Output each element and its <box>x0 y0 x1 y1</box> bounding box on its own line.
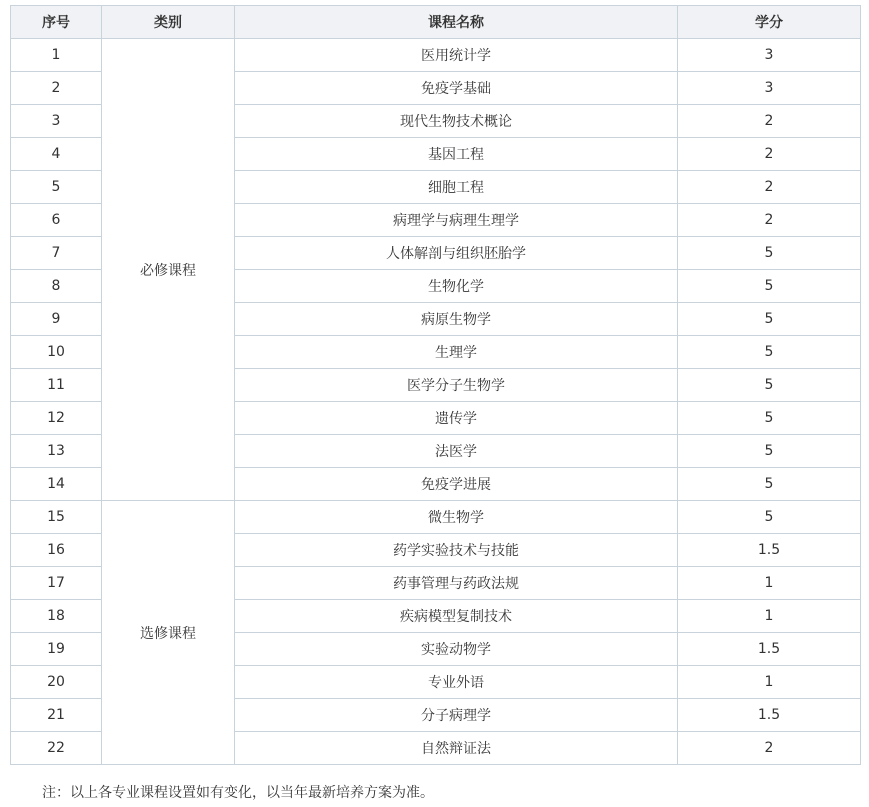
cell-credit: 2 <box>678 204 861 237</box>
cell-category: 选修课程 <box>102 501 235 765</box>
cell-credit: 1 <box>678 600 861 633</box>
cell-credit: 1.5 <box>678 699 861 732</box>
cell-credit: 1 <box>678 666 861 699</box>
cell-no: 9 <box>11 303 102 336</box>
cell-no: 6 <box>11 204 102 237</box>
cell-no: 3 <box>11 105 102 138</box>
cell-course-name: 专业外语 <box>235 666 678 699</box>
footnote: 注：以上各专业课程设置如有变化，以当年最新培养方案为准。 <box>42 785 434 801</box>
cell-course-name: 免疫学进展 <box>235 468 678 501</box>
cell-no: 21 <box>11 699 102 732</box>
cell-course-name: 现代生物技术概论 <box>235 105 678 138</box>
cell-course-name: 分子病理学 <box>235 699 678 732</box>
cell-credit: 5 <box>678 336 861 369</box>
table-row <box>11 39 861 72</box>
cell-course-name: 病理学与病理生理学 <box>235 204 678 237</box>
cell-credit: 2 <box>678 105 861 138</box>
cell-course-name: 生理学 <box>235 336 678 369</box>
cell-credit: 1.5 <box>678 633 861 666</box>
cell-no: 15 <box>11 501 102 534</box>
cell-credit: 5 <box>678 468 861 501</box>
cell-no: 11 <box>11 369 102 402</box>
cell-credit: 2 <box>678 138 861 171</box>
table-body <box>11 39 861 765</box>
cell-credit: 3 <box>678 72 861 105</box>
cell-no: 7 <box>11 237 102 270</box>
cell-course-name: 医学分子生物学 <box>235 369 678 402</box>
header-credit: 学分 <box>678 6 861 39</box>
cell-credit: 1 <box>678 567 861 600</box>
header-no: 序号 <box>11 6 102 39</box>
cell-no: 16 <box>11 534 102 567</box>
cell-credit: 5 <box>678 270 861 303</box>
cell-credit: 2 <box>678 732 861 765</box>
cell-category: 必修课程 <box>102 39 235 501</box>
cell-no: 17 <box>11 567 102 600</box>
cell-course-name: 疾病模型复制技术 <box>235 600 678 633</box>
table-row <box>11 501 861 534</box>
cell-no: 5 <box>11 171 102 204</box>
cell-no: 18 <box>11 600 102 633</box>
cell-course-name: 遗传学 <box>235 402 678 435</box>
cell-credit: 5 <box>678 501 861 534</box>
cell-course-name: 免疫学基础 <box>235 72 678 105</box>
cell-course-name: 医用统计学 <box>235 39 678 72</box>
cell-no: 1 <box>11 39 102 72</box>
cell-course-name: 基因工程 <box>235 138 678 171</box>
cell-credit: 3 <box>678 39 861 72</box>
header-course-name: 课程名称 <box>235 6 678 39</box>
cell-course-name: 病原生物学 <box>235 303 678 336</box>
cell-credit: 2 <box>678 171 861 204</box>
cell-course-name: 微生物学 <box>235 501 678 534</box>
cell-credit: 5 <box>678 237 861 270</box>
cell-course-name: 实验动物学 <box>235 633 678 666</box>
cell-course-name: 法医学 <box>235 435 678 468</box>
cell-no: 10 <box>11 336 102 369</box>
cell-no: 13 <box>11 435 102 468</box>
cell-no: 12 <box>11 402 102 435</box>
cell-course-name: 细胞工程 <box>235 171 678 204</box>
cell-no: 22 <box>11 732 102 765</box>
cell-no: 19 <box>11 633 102 666</box>
cell-credit: 5 <box>678 402 861 435</box>
cell-no: 2 <box>11 72 102 105</box>
cell-credit: 5 <box>678 303 861 336</box>
cell-credit: 1.5 <box>678 534 861 567</box>
table-header-row <box>11 6 861 39</box>
course-table <box>10 5 861 765</box>
cell-no: 20 <box>11 666 102 699</box>
cell-course-name: 药学实验技术与技能 <box>235 534 678 567</box>
cell-no: 8 <box>11 270 102 303</box>
header-category: 类别 <box>102 6 235 39</box>
cell-no: 14 <box>11 468 102 501</box>
cell-credit: 5 <box>678 435 861 468</box>
cell-course-name: 药事管理与药政法规 <box>235 567 678 600</box>
cell-course-name: 自然辩证法 <box>235 732 678 765</box>
cell-credit: 5 <box>678 369 861 402</box>
cell-course-name: 生物化学 <box>235 270 678 303</box>
cell-course-name: 人体解剖与组织胚胎学 <box>235 237 678 270</box>
cell-no: 4 <box>11 138 102 171</box>
